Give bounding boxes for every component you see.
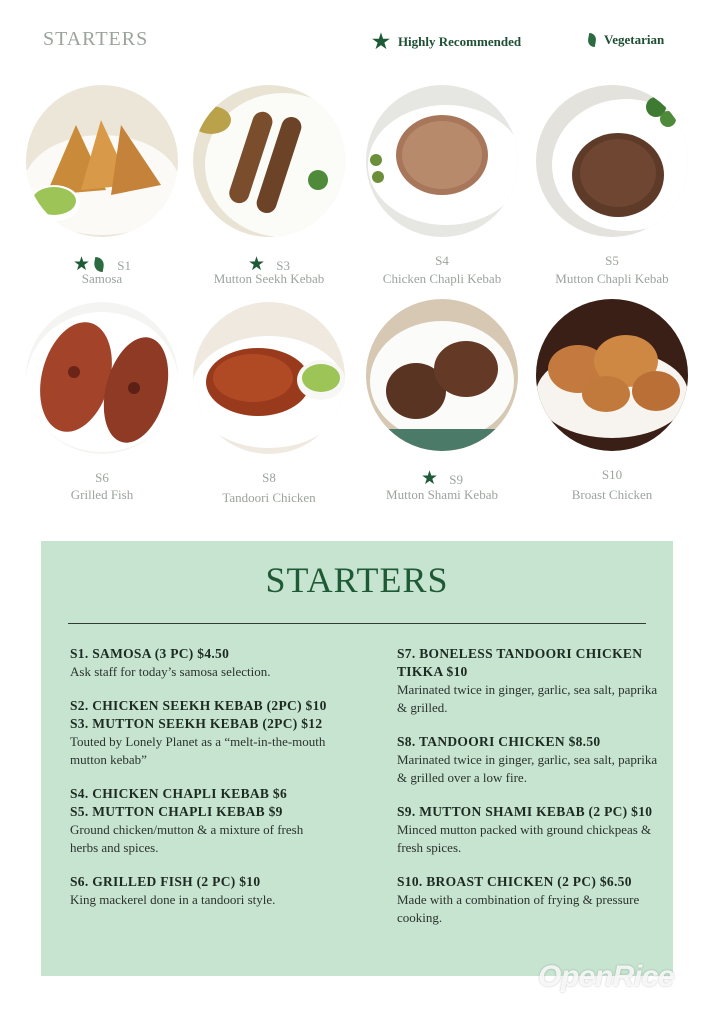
menu-item-title-2: S5. MUTTON CHAPLI KEBAB $9	[70, 804, 283, 819]
broast-chicken-photo	[536, 299, 688, 451]
menu-item-desc: Marinated twice in ginger, garlic, sea salt, paprika & grilled.	[397, 682, 658, 715]
star-icon: ★	[247, 254, 266, 275]
dish-code-s8: S8	[262, 470, 276, 485]
dish-code-s10: S10	[601, 467, 623, 482]
legend-recommended-label: Highly Recommended	[397, 34, 522, 49]
menu-item-desc: Marinated twice in ginger, garlic, sea salt, paprika & grilled over a low fire.	[397, 752, 658, 785]
menu-item-title: S2. CHICKEN SEEKH KEBAB (2PC) $10	[70, 698, 327, 713]
samosa-photo	[26, 85, 178, 237]
menu-item-title: S10. BROAST CHICKEN (2 PC) $6.50	[397, 874, 632, 889]
dish-code-s5: S5	[605, 253, 619, 268]
menu-item	[397, 803, 659, 857]
menu-item-desc: Minced mutton packed with ground chickpeas & fresh spices.	[397, 822, 652, 855]
dish-name-s6: Grilled Fish	[70, 487, 134, 502]
dish-name-s3: Mutton Seekh Kebab	[213, 271, 325, 286]
leaf-icon	[93, 257, 106, 272]
menu-item	[397, 733, 659, 787]
chapli-kebab-photo	[366, 85, 518, 237]
leaf-icon	[587, 33, 597, 47]
menu-item	[70, 873, 332, 909]
menu-item-title: S1. SAMOSA (3 PC) $4.50	[70, 646, 230, 661]
tandoori-chicken-photo	[193, 302, 345, 454]
menu-item-desc: Ask staff for today’s samosa selection.	[70, 664, 271, 679]
menu-item-title: S7. BONELESS TANDOORI CHICKEN TIKKA $10	[397, 646, 643, 679]
dish-name-s4: Chicken Chapli Kebab	[382, 271, 502, 286]
menu-item-desc: Ground chicken/mutton & a mixture of fresh herbs and spices.	[70, 822, 304, 855]
shami-kebab-photo	[366, 299, 518, 451]
legend-recommended	[372, 32, 521, 52]
dish-code-s4: S4	[435, 253, 449, 268]
menu-panel	[41, 541, 673, 976]
dish-name-s9: Mutton Shami Kebab	[386, 487, 498, 502]
menu-item	[70, 645, 332, 681]
star-icon: ★	[72, 254, 91, 275]
menu-column-right	[397, 645, 659, 943]
menu-item	[70, 785, 332, 857]
menu-item	[70, 697, 332, 769]
menu-item-title: S6. GRILLED FISH (2 PC) $10	[70, 874, 261, 889]
grilled-fish-photo	[26, 302, 178, 454]
dish-name-s5: Mutton Chapli Kebab	[555, 271, 669, 286]
page-title: STARTERS	[43, 28, 149, 50]
dish-code-s6: S6	[95, 470, 109, 485]
menu-item-title: S8. TANDOORI CHICKEN $8.50	[397, 734, 601, 749]
menu-item	[397, 645, 659, 717]
menu-item-title-2: S3. MUTTON SEEKH KEBAB (2PC) $12	[70, 716, 323, 731]
menu-column-left	[70, 645, 332, 925]
legend-vegetarian-label: Vegetarian	[604, 32, 665, 47]
legend-vegetarian	[588, 32, 664, 48]
menu-item-title: S9. MUTTON SHAMI KEBAB (2 PC) $10	[397, 804, 653, 819]
dish-code-s3: ★ S3	[247, 254, 291, 275]
divider	[68, 623, 646, 624]
dish-name-s1: Samosa	[81, 271, 123, 286]
dish-code-s9: ★ S9	[420, 468, 464, 489]
dish-code-s1: ★ S1	[72, 254, 132, 275]
star-icon: ★	[372, 31, 390, 53]
dish-name-s8: Tandoori Chicken	[222, 490, 316, 505]
menu-item-desc: King mackerel done in a tandoori style.	[70, 892, 276, 907]
star-icon: ★	[420, 468, 439, 489]
dish-name-s10: Broast Chicken	[571, 487, 653, 502]
seekh-kebab-photo	[193, 85, 345, 237]
menu-item	[397, 873, 659, 927]
menu-item-desc: Touted by Lonely Planet as a “melt-in-the-mouth mutton kebab”	[70, 734, 326, 767]
mutton-chapli-photo	[536, 85, 688, 237]
menu-item-title: S4. CHICKEN CHAPLI KEBAB $6	[70, 786, 288, 801]
menu-title: STARTERS	[265, 560, 449, 600]
openrice-watermark: OpenRice	[538, 960, 675, 993]
menu-item-desc: Made with a combination of frying & pressure cooking.	[397, 892, 640, 925]
